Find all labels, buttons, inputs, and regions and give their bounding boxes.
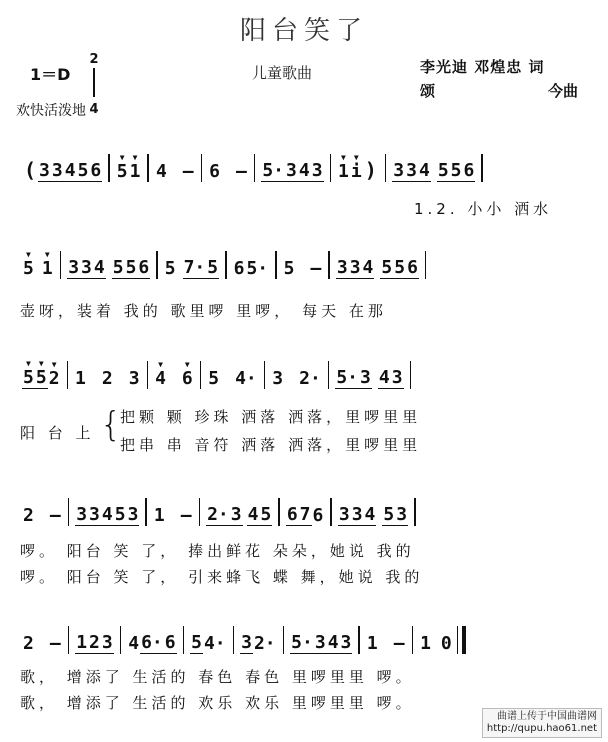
score-line-5: 2 – 1 2 3 4 6· 6 5 4· 3 2· 5· 3 4 3 1 – 1 0: [22, 620, 580, 654]
time-signature: [86, 52, 102, 117]
score-line-1: ( 3 3 4 5 6 ▼ 5 ▼ 1 4 – 6 – 5· 3 4 3 ▼ 1 ▼ i ) 3 3 4 5 5 6: [22, 148, 580, 182]
verse-brace: {: [100, 405, 122, 445]
lyric-line-2: 壶呀，装着 我的 歌里啰 里啰， 每天 在那: [20, 302, 387, 320]
lyricist-credit: 李光迪 邓煌忠 词: [420, 58, 545, 76]
score-line-4: 2 – 3 3 4 5 3 1 – 2· 3 4 5 6 7 6 3 3 4 5 3: [22, 492, 580, 526]
lyric-line-5a: 歌， 增添了 生活的 春色 春色 里啰里里 啰。: [20, 668, 415, 686]
time-numerator: 2: [89, 52, 99, 67]
composer-name: 颂: [420, 82, 436, 100]
tempo-marking: 欢快活泼地: [16, 103, 86, 119]
composer-suffix: 今曲: [547, 82, 578, 100]
lyric-line-3-lead: 阳 台 上: [20, 424, 95, 442]
time-denominator: 4: [89, 102, 99, 117]
lyric-line-4b: 啰。 阳台 笑 了， 引来蜂飞 蝶 舞，她说 我的: [20, 568, 424, 586]
source-watermark: [482, 708, 602, 738]
genre-label: 儿童歌曲: [252, 64, 313, 82]
lyric-line-4a: 啰。 阳台 笑 了， 捧出鲜花 朵朵，她说 我的: [20, 542, 415, 560]
key-signature: 1＝D: [30, 65, 71, 84]
composer-credit: [420, 80, 578, 101]
lyric-line-1: 1.2. 小小 洒水: [414, 200, 553, 218]
score-line-3: ▼ 5 ▼ 5 ▼ 2 1 2 3 ▼ 4 ▼ 6 5 4· 3 2· 5· 3 4 3: [22, 355, 580, 389]
score-line-2: ▼ 5 ▼ 1 3 3 4 5 5 6 5 7· 5 6 5· 5 – 3 3 4 5 5 6: [22, 245, 580, 279]
lyric-line-3b: 把串 串 音符 洒落 洒落，里啰里里: [120, 436, 422, 454]
watermark-line-1: 曲谱上传于中国曲谱网: [497, 711, 597, 722]
lyric-line-5b: 歌， 增添了 生活的 欢乐 欢乐 里啰里里 啰。: [20, 694, 415, 712]
song-title: 阳台笑了: [239, 16, 368, 46]
lyric-line-3a: 把颗 颗 珍珠 洒落 洒落，里啰里里: [120, 408, 422, 426]
watermark-line-2: http://qupu.hao61.net: [486, 723, 597, 734]
